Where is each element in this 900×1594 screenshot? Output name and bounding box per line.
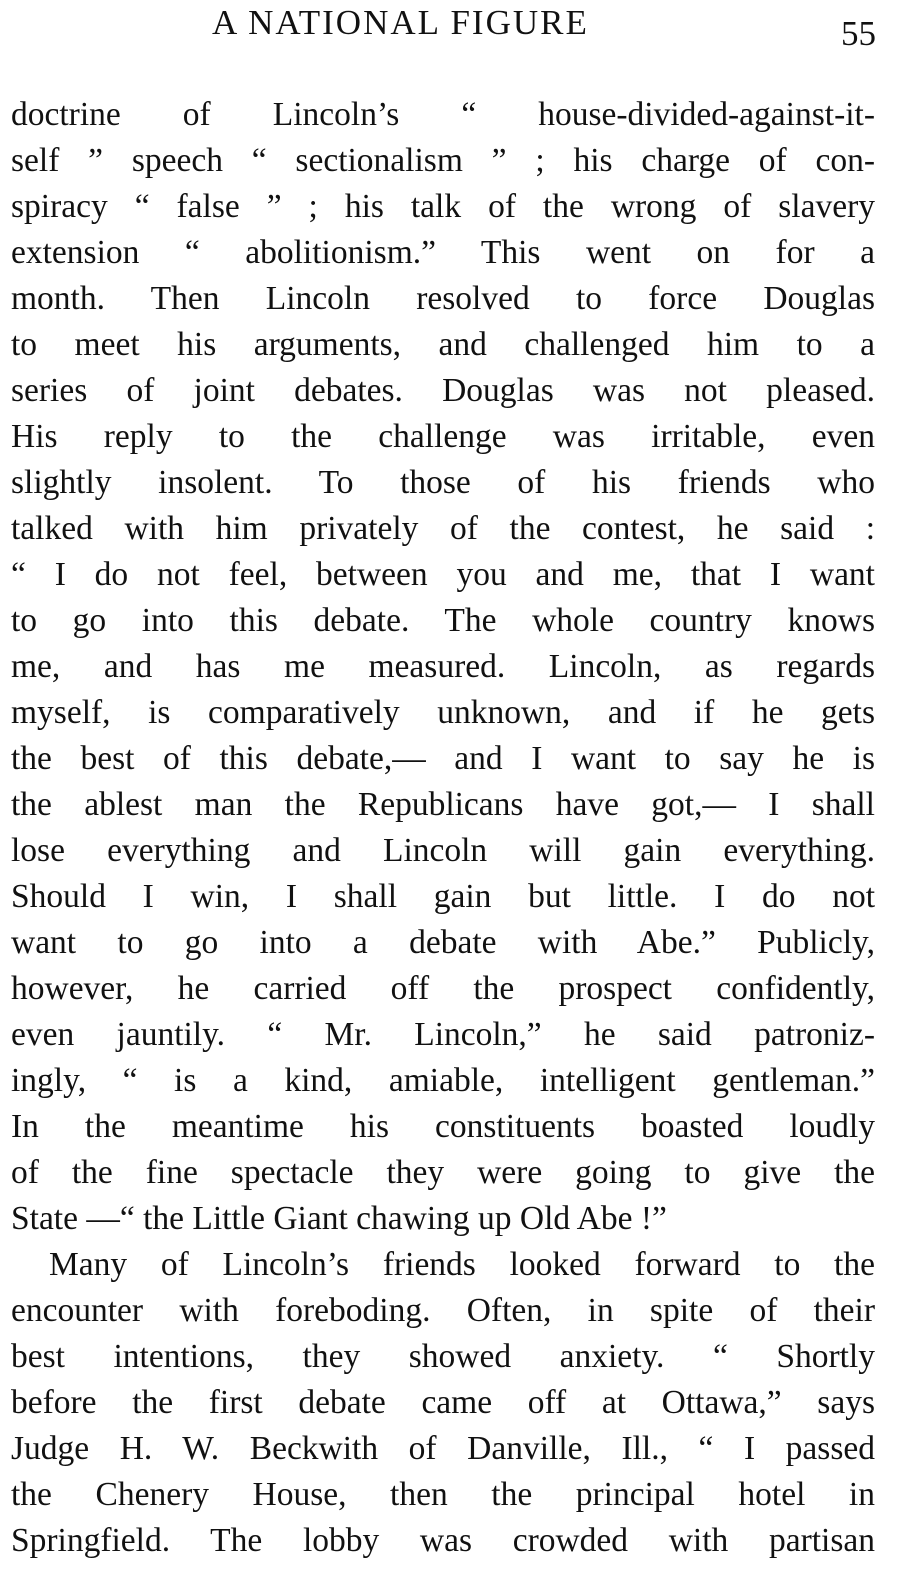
text-line: doctrine of Lincoln’s “ house-divided-against-it- xyxy=(11,96,875,133)
text-line: ingly, “ is a kind, amiable, intelligent gentleman.” xyxy=(11,1062,875,1099)
paragraph-end-line: State —“ the Little Giant chawing up Old Abe !” xyxy=(11,1200,667,1237)
text-line: the best of this debate,— and I want to say he is xyxy=(11,740,875,777)
text-line: to meet his arguments, and challenged him to a xyxy=(11,326,875,363)
text-line: His reply to the challenge was irritable, even xyxy=(11,418,875,455)
running-title: A NATIONAL FIGURE xyxy=(212,3,589,42)
text-line: before the first debate came off at Ottawa,” says xyxy=(11,1384,875,1421)
text-line: talked with him privately of the contest, he said : xyxy=(11,510,875,547)
body-text xyxy=(11,92,875,1564)
text-line: slightly insolent. To those of his friends who xyxy=(11,464,875,501)
running-head xyxy=(0,0,900,60)
text-line: me, and has me measured. Lincoln, as regards xyxy=(11,648,875,685)
text-line: best intentions, they showed anxiety. “ Shortly xyxy=(11,1338,875,1375)
text-line: self ” speech “ sectionalism ” ; his charge of con- xyxy=(11,142,875,179)
text-line: even jauntily. “ Mr. Lincoln,” he said patroniz- xyxy=(11,1016,875,1053)
text-line: Springfield. The lobby was crowded with partisan xyxy=(11,1522,875,1559)
text-line: Judge H. W. Beckwith of Danville, Ill., “ I passed xyxy=(11,1430,875,1467)
text-line: encounter with foreboding. Often, in spite of their xyxy=(11,1292,875,1329)
text-line: series of joint debates. Douglas was not pleased. xyxy=(11,372,875,409)
text-line: want to go into a debate with Abe.” Publicly, xyxy=(11,924,875,961)
text-line: “ I do not feel, between you and me, that I want xyxy=(11,556,875,593)
text-line: Should I win, I shall gain but little. I do not xyxy=(11,878,875,915)
text-line: however, he carried off the prospect confidently, xyxy=(11,970,875,1007)
text-line: the ablest man the Republicans have got,— I shall xyxy=(11,786,875,823)
page-number: 55 xyxy=(841,14,876,53)
text-line: spiracy “ false ” ; his talk of the wrong of slavery xyxy=(11,188,875,225)
text-line: In the meantime his constituents boasted loudly xyxy=(11,1108,875,1145)
text-line: lose everything and Lincoln will gain everything. xyxy=(11,832,875,869)
text-line: myself, is comparatively unknown, and if he gets xyxy=(11,694,875,731)
text-line: of the fine spectacle they were going to give the xyxy=(11,1154,875,1191)
text-line: extension “ abolitionism.” This went on for a xyxy=(11,234,875,271)
paragraph-start-line: Many of Lincoln’s friends looked forward to the xyxy=(49,1246,875,1283)
text-line: month. Then Lincoln resolved to force Douglas xyxy=(11,280,875,317)
text-line: the Chenery House, then the principal hotel in xyxy=(11,1476,875,1513)
text-line: to go into this debate. The whole country knows xyxy=(11,602,875,639)
